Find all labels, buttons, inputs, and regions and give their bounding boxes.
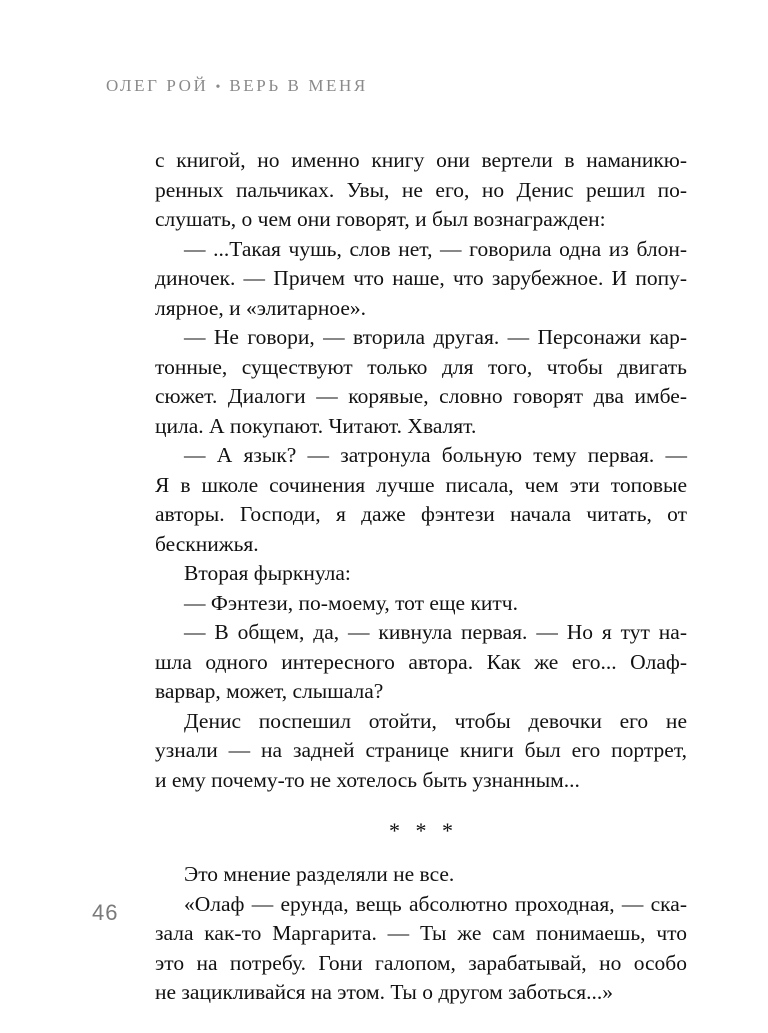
text-line: Денис поспешил отойти, чтобы девочки его не: [184, 708, 687, 733]
text-line: ренных пальчиках. Увы, не его, но Денис решил по-: [155, 177, 687, 202]
text-before-separator: [155, 146, 687, 795]
text-line: Вторая фыркнула:: [184, 561, 351, 585]
text-line: узнали — на задней странице книги был его портрет,: [155, 738, 687, 762]
header-author: ОЛЕГ РОЙ: [106, 76, 209, 95]
section-separator: [155, 795, 687, 860]
text-line: слушать, о чем они говорят, и был вознагражден:: [155, 207, 606, 231]
text-line: бескнижья.: [155, 531, 259, 556]
page-body-text: [155, 146, 687, 1008]
running-header: [106, 76, 368, 96]
text-line: цила. А покупают. Читают. Хвалят.: [155, 413, 477, 438]
text-line: это на потребу. Гони галопом, зарабатывай, но особо: [155, 950, 687, 975]
page-number: 46: [92, 900, 119, 925]
text-line: с книгой, но именно книгу они вертели в наманикю-: [155, 148, 687, 172]
text-line: — Не говори, — вторила другая. — Персонажи кар-: [184, 325, 687, 349]
header-book-title: ВЕРЬ В МЕНЯ: [229, 76, 368, 95]
text-line: авторы. Господи, я даже фэнтези начала читать, от: [155, 502, 687, 526]
text-line: лярное, и «элитарное».: [155, 295, 367, 320]
separator-star: *: [415, 818, 427, 843]
text-line: — ...Такая чушь, слов нет, — говорила одна из блон-: [184, 236, 687, 261]
text-line: — В общем, да, — кивнула первая. — Но я тут на-: [184, 620, 687, 644]
separator-star: *: [442, 818, 453, 843]
text-line: Я в школе сочинения лучше писала, чем эти топовые: [155, 472, 687, 497]
text-line: тонные, существуют только для того, чтобы двигать: [155, 354, 687, 379]
text-line: сюжет. Диалоги — корявые, словно говорят два имбе-: [155, 384, 687, 408]
text-line: «Олаф — ерунда, вещь абсолютно проходная, — ска-: [184, 891, 687, 916]
text-line: не зацикливайся на этом. Ты о другом заботься...»: [155, 980, 614, 1004]
text-line: — Фэнтези, по-моему, тот еще китч.: [184, 590, 518, 615]
text-after-separator: [155, 860, 687, 1008]
text-line: Это мнение разделяли не все.: [184, 862, 455, 886]
text-line: варвар, может, слышала?: [155, 679, 384, 703]
header-separator-dot: •: [215, 80, 221, 95]
text-line: — А язык? — затронула больную тему первая. —: [184, 443, 687, 467]
separator-star: *: [389, 818, 400, 843]
text-line: зала как-то Маргарита. — Ты же сам понимаешь, что: [155, 921, 687, 945]
text-line: шла одного интересного автора. Как же его... Олаф-: [155, 649, 687, 674]
text-line: и ему почему-то не хотелось быть узнанным...: [155, 767, 580, 792]
text-line: диночек. — Причем что наше, что зарубежное. И попу-: [155, 266, 687, 290]
